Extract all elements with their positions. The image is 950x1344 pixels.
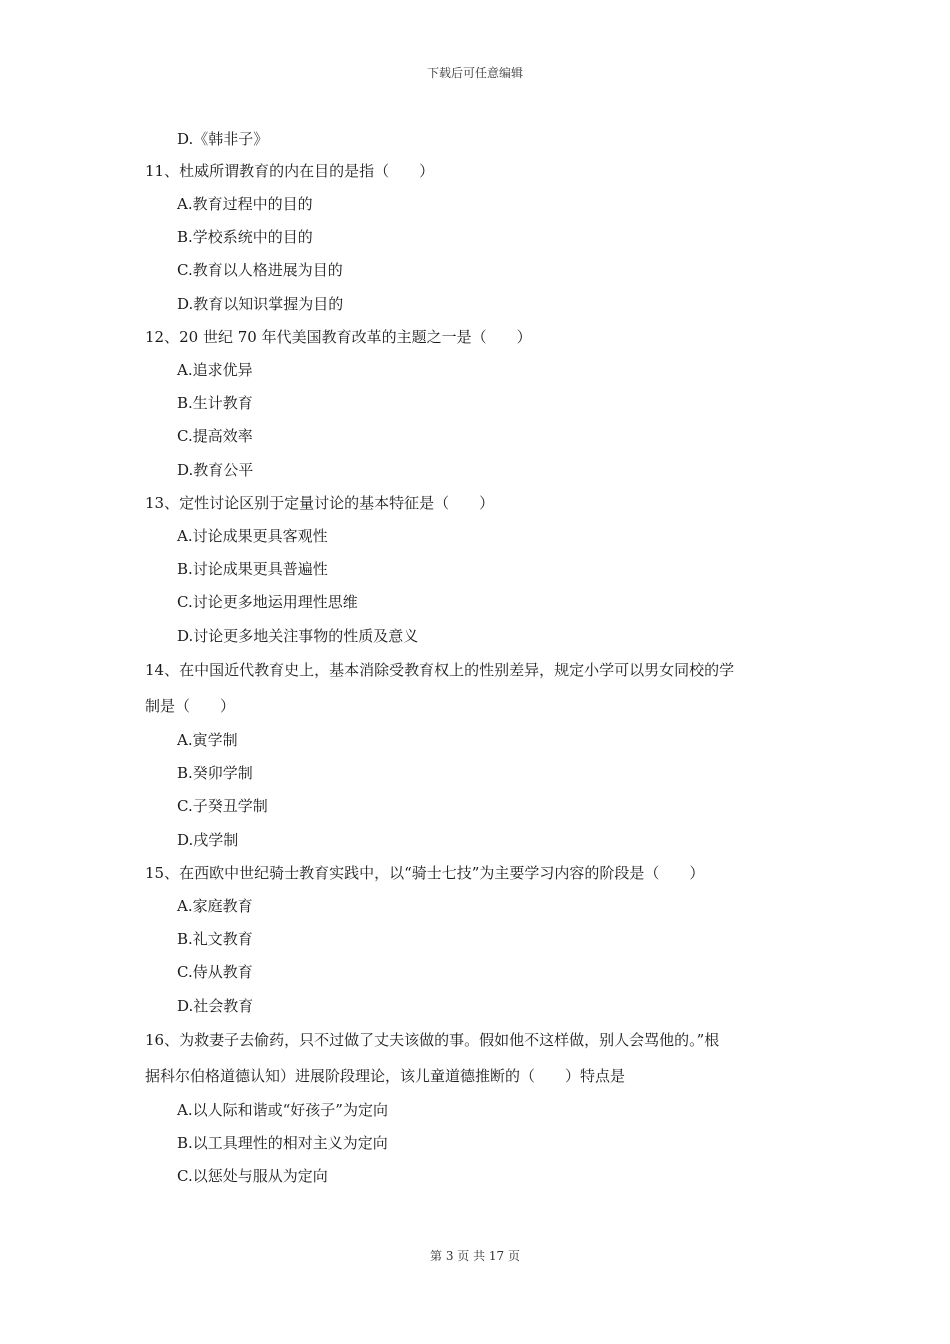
question-12-option-a: A.追求优异 (177, 361, 253, 379)
question-16-option-a: A.以人际和谐或“好孩子”为定向 (177, 1101, 388, 1119)
question-14-option-b: B.癸卯学制 (177, 764, 253, 782)
question-12-option-c: C.提高效率 (177, 427, 253, 445)
question-15-stem: 15、在西欧中世纪骑士教育实践中，以“骑士七技”为主要学习内容的阶段是（ ） (145, 864, 705, 882)
question-13-stem: 13、定性讨论区别于定量讨论的基本特征是（ ） (145, 494, 495, 512)
question-13-option-c: C.讨论更多地运用理性思维 (177, 593, 358, 611)
question-12-option-d: D.教育公平 (177, 461, 254, 479)
question-11-option-a: A.教育过程中的目的 (177, 195, 313, 213)
question-14-stem-line2: 制是（ ） (145, 697, 236, 715)
question-11-option-c: C.教育以人格进展为目的 (177, 261, 343, 279)
question-13-option-b: B.讨论成果更具普遍性 (177, 560, 328, 578)
page-header: 下载后可任意编辑 (426, 66, 523, 80)
question-11-option-d: D.教育以知识掌握为目的 (177, 295, 344, 313)
question-14-option-a: A.寅学制 (177, 731, 238, 749)
question-11-stem: 11、杜威所谓教育的内在目的是指（ ） (145, 162, 435, 180)
page-footer: 第 3 页 共 17 页 (430, 1249, 520, 1263)
question-11-option-b: B.学校系统中的目的 (177, 228, 313, 246)
question-16-stem-line2: 据科尔伯格道德认知）进展阶段理论，该儿童道德推断的（ ）特点是 (145, 1067, 626, 1085)
question-15-option-c: C.侍从教育 (177, 963, 253, 981)
question-14-stem-line1: 14、在中国近代教育史上，基本消除受教育权上的性别差异，规定小学可以男女同校的学 (145, 661, 735, 679)
question-15-option-d: D.社会教育 (177, 997, 254, 1015)
question-16-stem-line1: 16、为救妻子去偷药，只不过做了丈夫该做的事。假如他不这样做，别人会骂他的。”根 (145, 1031, 720, 1049)
question-13-option-a: A.讨论成果更具客观性 (177, 527, 328, 545)
question-15-option-a: A.家庭教育 (177, 897, 253, 915)
question-14-option-c: C.子癸丑学制 (177, 797, 268, 815)
question-16-option-b: B.以工具理性的相对主义为定向 (177, 1134, 388, 1152)
question-12-stem: 12、20 世纪 70 年代美国教育改革的主题之一是（ ） (145, 328, 532, 346)
question-16-option-c: C.以惩处与服从为定向 (177, 1167, 328, 1185)
question-13-option-d: D.讨论更多地关注事物的性质及意义 (177, 627, 419, 645)
option-prev-d: D.《韩非子》 (177, 130, 269, 148)
question-12-option-b: B.生计教育 (177, 394, 253, 412)
question-15-option-b: B.礼文教育 (177, 930, 253, 948)
question-14-option-d: D.戌学制 (177, 831, 239, 849)
